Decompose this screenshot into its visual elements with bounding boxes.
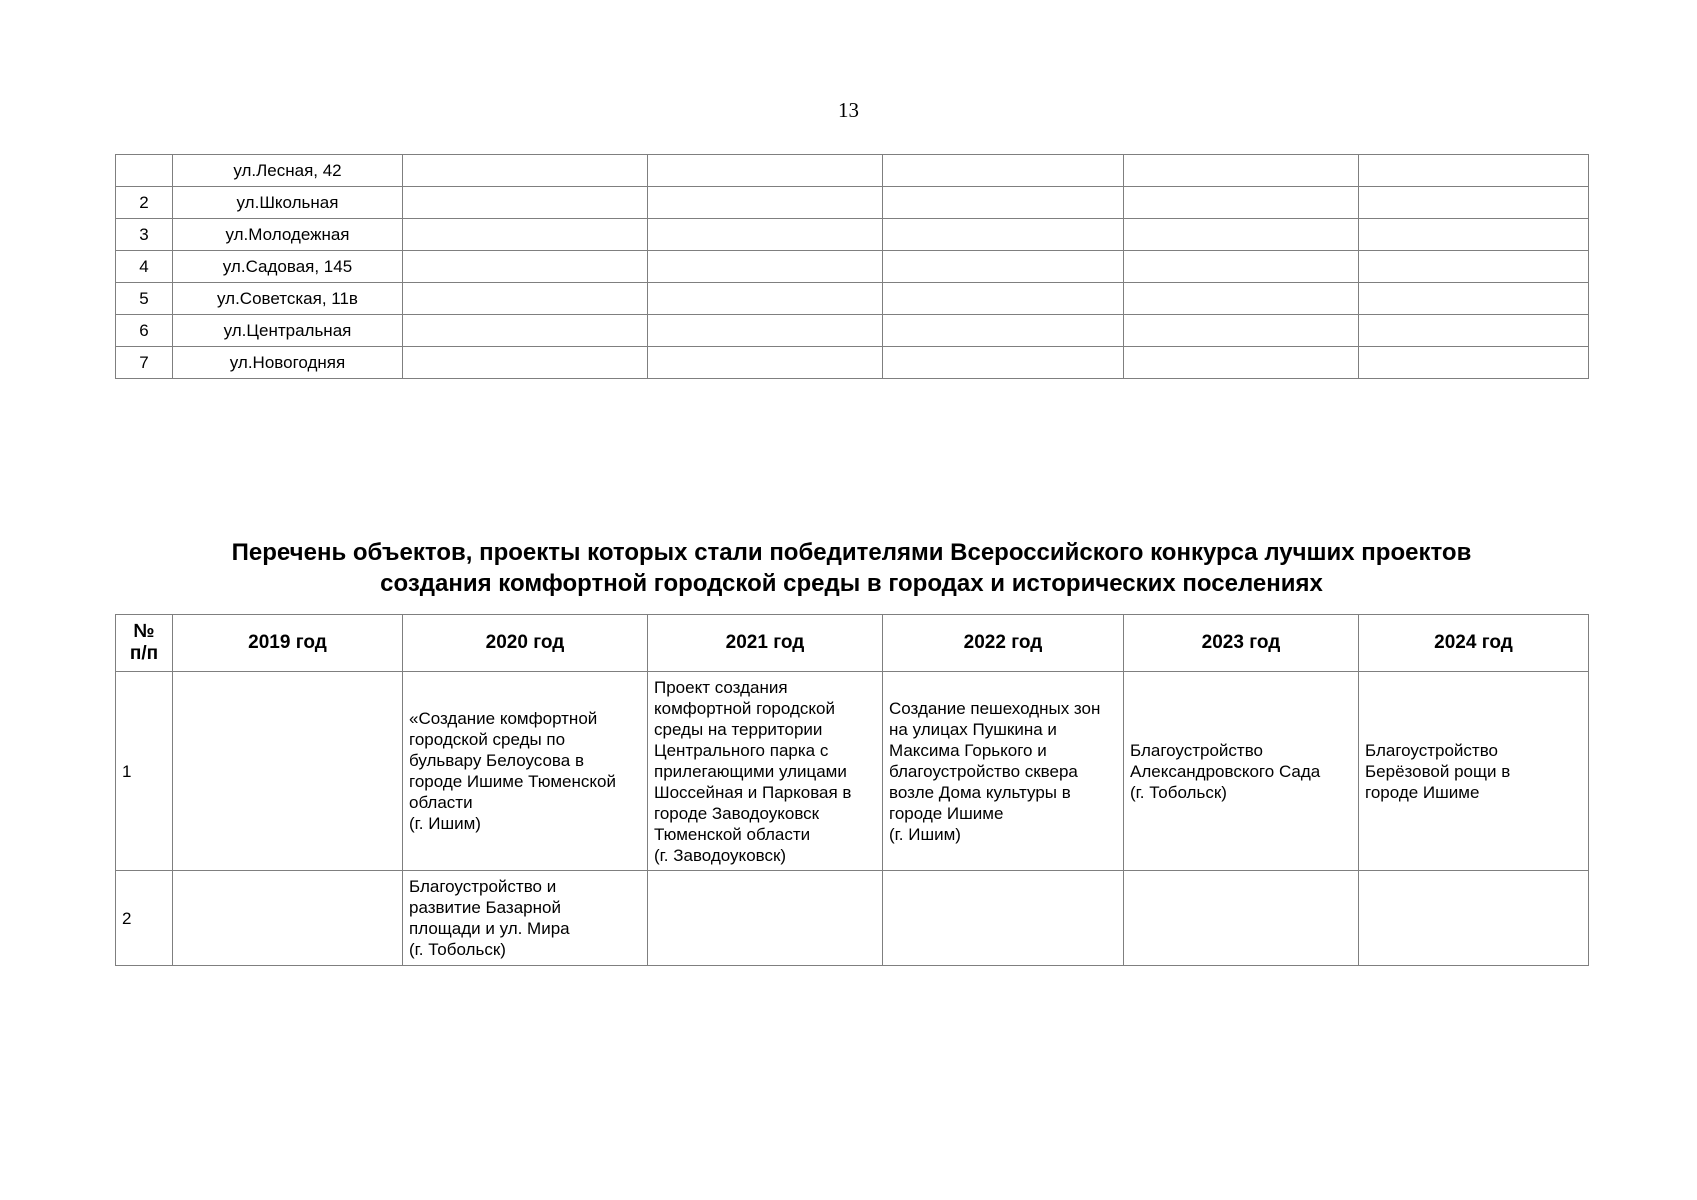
empty-cell xyxy=(648,155,883,187)
empty-cell xyxy=(1359,155,1589,187)
cell-2024 xyxy=(1359,871,1589,966)
empty-cell xyxy=(1359,187,1589,219)
empty-cell xyxy=(883,219,1124,251)
street-name: ул.Школьная xyxy=(173,187,403,219)
header-2022: 2022 год xyxy=(883,615,1124,672)
empty-cell xyxy=(648,219,883,251)
empty-cell xyxy=(1124,219,1359,251)
row-number xyxy=(116,155,173,187)
cell-text: Благоустройство и развитие Базарной площади и ул. Мира (г. Тобольск) xyxy=(409,877,570,959)
cell-2023 xyxy=(1124,871,1359,966)
cell-2022 xyxy=(883,672,1124,871)
heading-line-1: Перечень объектов, проекты которых стали победителями Всероссийского конкурса лучших проектов xyxy=(231,539,1472,566)
header-number-line-2: п/п xyxy=(129,643,159,664)
table-row xyxy=(116,187,1589,219)
empty-cell xyxy=(403,347,648,379)
empty-cell xyxy=(1124,347,1359,379)
cell-text: Проект создания комфортной городской среды на территории Центрального парка с прилегающими улицами Шоссейная и Парковая в городе Заводоуковск Тюменской области (г. Заводоуковск) xyxy=(654,677,852,865)
table-row xyxy=(116,672,1589,871)
empty-cell xyxy=(1359,347,1589,379)
empty-cell xyxy=(648,347,883,379)
table-row xyxy=(116,219,1589,251)
header-2020: 2020 год xyxy=(403,615,648,672)
page-number: 13 xyxy=(838,98,859,122)
row-number: 5 xyxy=(116,283,173,315)
table-row xyxy=(116,155,1589,187)
empty-cell xyxy=(883,315,1124,347)
table-row xyxy=(116,871,1589,966)
header-2023: 2023 год xyxy=(1124,615,1359,672)
empty-cell xyxy=(403,155,648,187)
empty-cell xyxy=(883,155,1124,187)
street-name: ул.Садовая, 145 xyxy=(173,251,403,283)
header-row xyxy=(116,615,1589,672)
cell-2021 xyxy=(648,871,883,966)
empty-cell xyxy=(1124,251,1359,283)
empty-cell xyxy=(1124,283,1359,315)
projects-table xyxy=(115,614,1589,966)
empty-cell xyxy=(403,283,648,315)
header-2019: 2019 год xyxy=(173,615,403,672)
empty-cell xyxy=(1359,283,1589,315)
street-name: ул.Советская, 11в xyxy=(173,283,403,315)
empty-cell xyxy=(648,283,883,315)
header-number-line-1: № xyxy=(133,621,155,642)
heading-line-2: создания комфортной городской среды в городах и исторических поселениях xyxy=(380,570,1323,597)
empty-cell xyxy=(403,251,648,283)
empty-cell xyxy=(883,187,1124,219)
street-name: ул.Лесная, 42 xyxy=(173,155,403,187)
empty-cell xyxy=(648,187,883,219)
table-row xyxy=(116,251,1589,283)
empty-cell xyxy=(1359,219,1589,251)
header-2021: 2021 год xyxy=(648,615,883,672)
header-number xyxy=(116,615,173,672)
empty-cell xyxy=(1359,315,1589,347)
table-row xyxy=(116,315,1589,347)
empty-cell xyxy=(1124,187,1359,219)
row-number: 7 xyxy=(116,347,173,379)
cell-text: Создание пешеходных зон на улицах Пушкина и Максима Горького и благоустройство сквера возле Дома культуры в городе Ишиме (г. Ишим) xyxy=(889,698,1101,844)
header-2024: 2024 год xyxy=(1359,615,1589,672)
empty-cell xyxy=(1124,315,1359,347)
cell-2020 xyxy=(403,672,648,871)
empty-cell xyxy=(1124,155,1359,187)
empty-cell xyxy=(883,283,1124,315)
empty-cell xyxy=(648,315,883,347)
street-name: ул.Центральная xyxy=(173,315,403,347)
cell-2023 xyxy=(1124,672,1359,871)
empty-cell xyxy=(883,251,1124,283)
street-name: ул.Молодежная xyxy=(173,219,403,251)
row-number: 1 xyxy=(116,672,173,871)
table-row xyxy=(116,347,1589,379)
row-number: 3 xyxy=(116,219,173,251)
empty-cell xyxy=(883,347,1124,379)
row-number: 4 xyxy=(116,251,173,283)
empty-cell xyxy=(1359,251,1589,283)
cell-2020 xyxy=(403,871,648,966)
cell-2022 xyxy=(883,871,1124,966)
cell-2021 xyxy=(648,672,883,871)
street-name: ул.Новогодняя xyxy=(173,347,403,379)
streets-table xyxy=(115,154,1589,379)
empty-cell xyxy=(403,315,648,347)
empty-cell xyxy=(648,251,883,283)
cell-text: «Создание комфортной городской среды по бульвару Белоусова в городе Ишиме Тюменской области (г. Ишим) xyxy=(409,709,616,833)
table-row xyxy=(116,283,1589,315)
cell-2024 xyxy=(1359,672,1589,871)
row-number: 2 xyxy=(116,187,173,219)
row-number: 2 xyxy=(116,871,173,966)
cell-2019 xyxy=(173,672,403,871)
section-heading xyxy=(115,537,1588,599)
cell-text: Благоустройство Александровского Сада (г. Тобольск) xyxy=(1130,740,1321,802)
row-number: 6 xyxy=(116,315,173,347)
empty-cell xyxy=(403,219,648,251)
cell-2019 xyxy=(173,871,403,966)
empty-cell xyxy=(403,187,648,219)
cell-text: Благоустройство Берёзовой рощи в городе Ишиме xyxy=(1365,740,1511,802)
